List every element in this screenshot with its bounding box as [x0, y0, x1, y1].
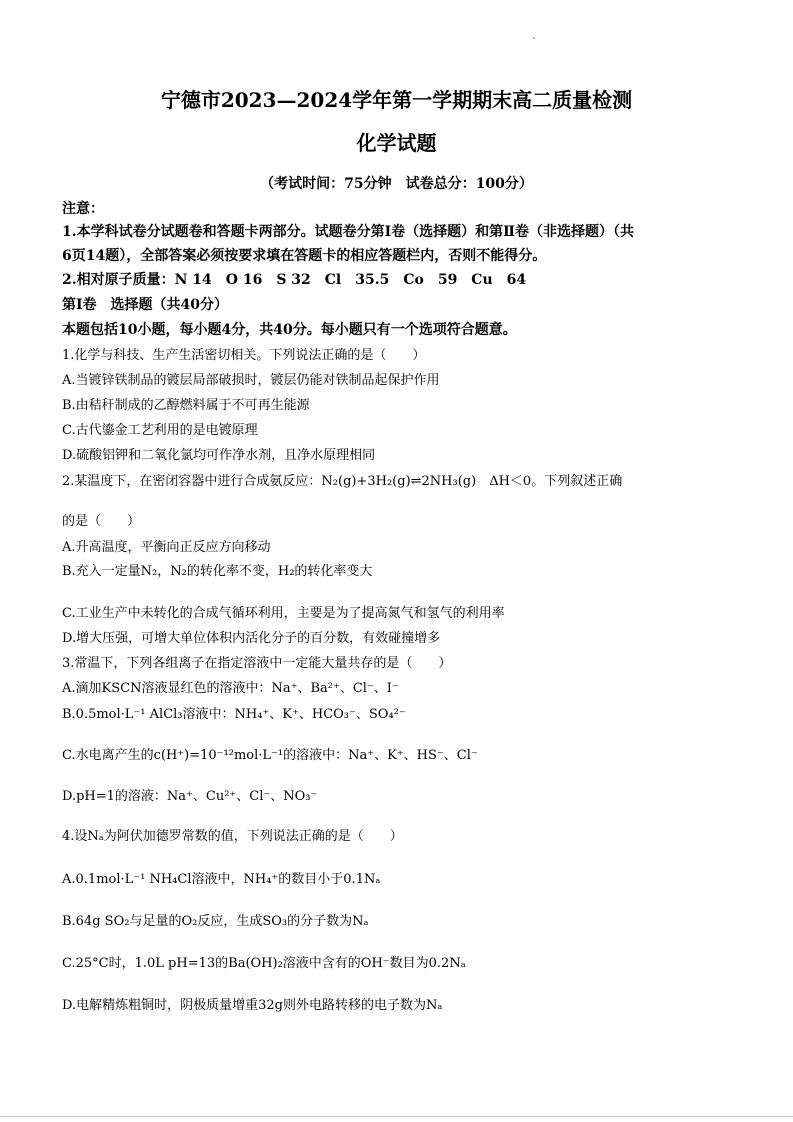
q1-option-b: B.由秸秆制成的乙醇燃料属于不可再生能源 [62, 398, 310, 413]
section-instruction: 本题包括10小题，每小题4分，共40分。每小题只有一个选项符合题意。 [62, 322, 517, 338]
q4-option-d: D.电解精炼粗铜时，阴极质量增重32g则外电路转移的电子数为Nₐ [62, 998, 443, 1013]
q2-equation: N₂(g)+3H₂(g)⇌2NH₃(g) ΔH＜0 [321, 474, 532, 489]
notice-line-1: 1.本学科试卷分试题卷和答题卡两部分。试题卷分第Ⅰ卷（选择题）和第Ⅱ卷（非选择题）（共 [62, 224, 634, 240]
q4-stem: 4.设Nₐ为阿伏加德罗常数的值，下列说法正确的是（ ） [62, 829, 403, 844]
exam-time-and-score: （考试时间：75分钟 试卷总分：100分） [260, 176, 533, 192]
q2-option-b: B.充入一定量N₂，N₂的转化率不变，H₂的转化率变大 [62, 564, 373, 579]
q1-stem: 1.化学与科技、生产生活密切相关。下列说法正确的是（ ） [62, 348, 426, 363]
q2-stem-post: 。下列叙述正确 [531, 474, 623, 489]
q2-option-a: A.升高温度，平衡向正反应方向移动 [62, 540, 271, 555]
exam-title: 宁德市2023—2024学年第一学期期末高二质量检测 [160, 88, 633, 112]
q2-stem [62, 473, 753, 491]
q3-stem: 3.常温下，下列各组离子在指定溶液中一定能大量共存的是（ ） [62, 656, 452, 671]
q2-option-c: C.工业生产中未转化的合成气循环利用，主要是为了提高氮气和氢气的利用率 [62, 606, 505, 621]
section-title: 第Ⅰ卷 选择题（共40分） [62, 297, 229, 313]
q1-option-d: D.硫酸铝钾和二氧化氯均可作净水剂，且净水原理相同 [62, 448, 376, 463]
q4-option-a: A.0.1mol·L⁻¹ NH₄Cl溶液中，NH₄⁺的数目小于0.1Nₐ [62, 872, 381, 887]
q3-option-b: B.0.5mol·L⁻¹ AlCl₃溶液中：NH₄⁺、K⁺、HCO₃⁻、SO₄²⁻ [62, 707, 406, 722]
q3-option-d: D.pH=1的溶液：Na⁺、Cu²⁺、Cl⁻、NO₃⁻ [62, 789, 318, 804]
q3-option-c: C.水电离产生的c(H⁺)=10⁻¹²mol·L⁻¹的溶液中：Na⁺、K⁺、HS⁻、Cl⁻ [62, 748, 478, 763]
notice-label: 注意： [62, 201, 104, 217]
q3-option-a: A.滴加KSCN溶液显红色的溶液中：Na⁺、Ba²⁺、Cl⁻、I⁻ [62, 681, 399, 696]
q4-option-c: C.25°C时，1.0L pH=13的Ba(OH)₂溶液中含有的OH⁻数目为0.2Nₐ [62, 956, 466, 971]
notice-atomic-masses: 2.相对原子质量：N 14 O 16 S 32 Cl 35.5 Co 59 Cu 64 [62, 272, 527, 288]
scan-speck [533, 37, 535, 39]
notice-line-2: 6页14题），全部答案必须按要求填在答题卡的相应答题栏内，否则不能得分。 [62, 248, 547, 264]
q2-stem-pre: 2.某温度下，在密闭容器中进行合成氨反应： [62, 474, 322, 489]
q2-stem-cont: 的是（ ） [62, 514, 141, 529]
q1-option-c: C.古代鎏金工艺利用的是电镀原理 [62, 423, 258, 438]
q2-option-d: D.增大压强，可增大单位体积内活化分子的百分数，有效碰撞增多 [62, 631, 441, 646]
page-bottom-rule [0, 1116, 793, 1117]
exam-subject: 化学试题 [356, 131, 437, 155]
q1-option-a: A.当镀锌铁制品的镀层局部破损时，镀层仍能对铁制品起保护作用 [62, 373, 440, 388]
q4-option-b: B.64g SO₂与足量的O₂反应，生成SO₃的分子数为Nₐ [62, 914, 369, 929]
